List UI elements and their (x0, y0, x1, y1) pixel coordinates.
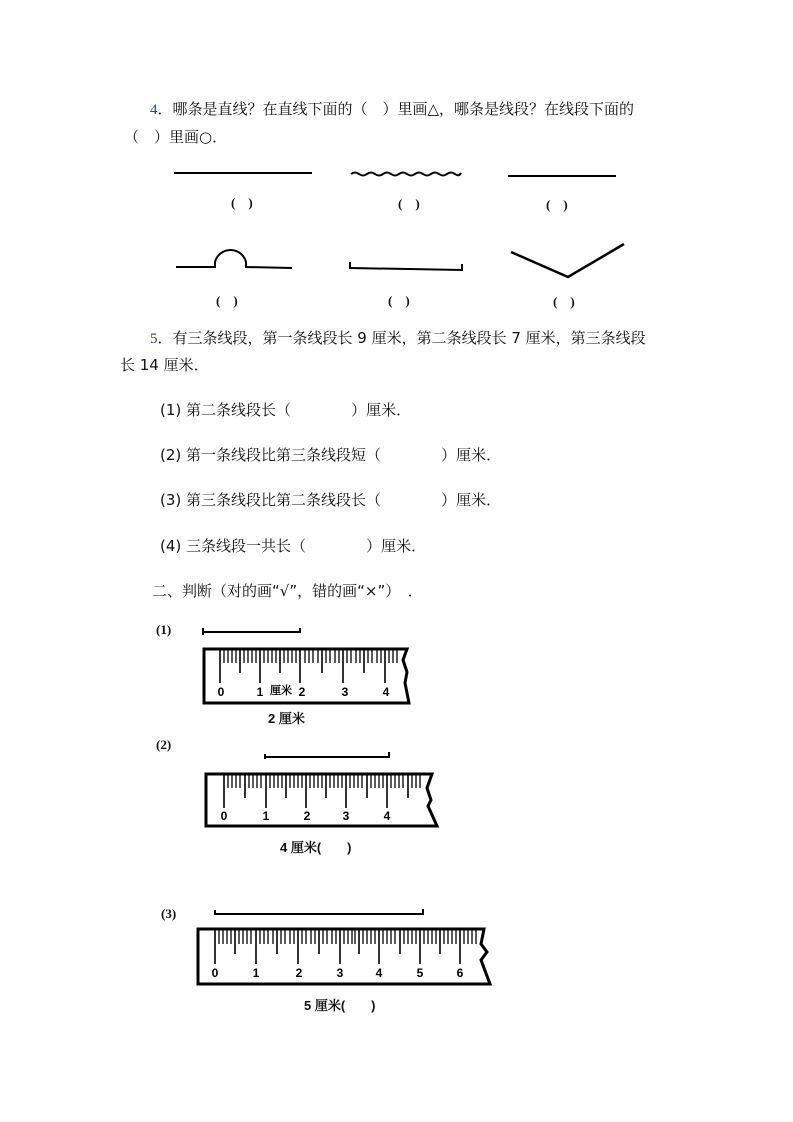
q4-answer-3[interactable]: ( ) (546, 197, 568, 212)
ruler1-label: (1) (156, 622, 172, 637)
svg-text:0: 0 (211, 966, 219, 980)
q4-answer-2[interactable]: ( ) (398, 196, 420, 211)
q5-line2: 长 14 厘米． (120, 356, 209, 374)
ruler2-label: (2) (156, 737, 172, 752)
svg-text:2: 2 (303, 809, 311, 823)
q5-item-4: (4) 三条线段一共长（ ）厘米． (160, 537, 427, 555)
q4-answer-5[interactable]: ( ) (388, 293, 410, 308)
svg-text:4: 4 (375, 966, 383, 980)
q5-number: 5 (150, 331, 158, 347)
ruler3-label: (3) (161, 906, 177, 921)
q5-line1: 5．有三条线段，第一条线段长 9 厘米，第二条线段长 7 厘米，第三条线段 (150, 329, 646, 347)
q4-answer-4[interactable]: ( ) (216, 293, 238, 308)
q4-answer-6[interactable]: ( ) (553, 294, 575, 309)
svg-text:3: 3 (342, 809, 350, 823)
q5-item-1: (1) 第二条线段长（ ）厘米． (160, 401, 412, 419)
svg-text:3: 3 (336, 966, 344, 980)
q4-number: 4 (150, 102, 158, 118)
svg-text:5: 5 (416, 966, 424, 980)
svg-text:4: 4 (382, 685, 390, 699)
svg-text:厘米: 厘米 (270, 685, 292, 697)
svg-text:3: 3 (341, 685, 349, 699)
q5-item-3: (3) 第三条线段比第二条线段长（ ）厘米． (160, 491, 502, 509)
svg-text:2: 2 (295, 966, 303, 980)
svg-text:4: 4 (383, 809, 391, 823)
q5-item-2: (2) 第一条线段比第三条线段短（ ）厘米． (160, 446, 502, 464)
svg-text:6: 6 (456, 966, 464, 980)
ruler2-caption[interactable]: 4 厘米( ) (280, 840, 352, 855)
svg-text:0: 0 (217, 685, 225, 699)
svg-text:1: 1 (262, 809, 270, 823)
svg-text:1: 1 (256, 685, 264, 699)
q4-answer-1[interactable]: ( ) (231, 195, 253, 210)
ruler1-caption: 2 厘米 (268, 711, 305, 726)
q4-line2: （ ）里画○． (124, 128, 228, 146)
section2-title: 二、判断（对的画“√”，错的画“×”） ． (152, 582, 423, 600)
svg-text:2: 2 (298, 685, 306, 699)
q4-line1: 4．哪条是直线？在直线下面的（ ）里画△，哪条是线段？在线段下面的 (150, 100, 635, 118)
svg-text:1: 1 (252, 966, 260, 980)
svg-text:0: 0 (220, 809, 228, 823)
ruler3-caption[interactable]: 5 厘米( ) (304, 998, 376, 1013)
